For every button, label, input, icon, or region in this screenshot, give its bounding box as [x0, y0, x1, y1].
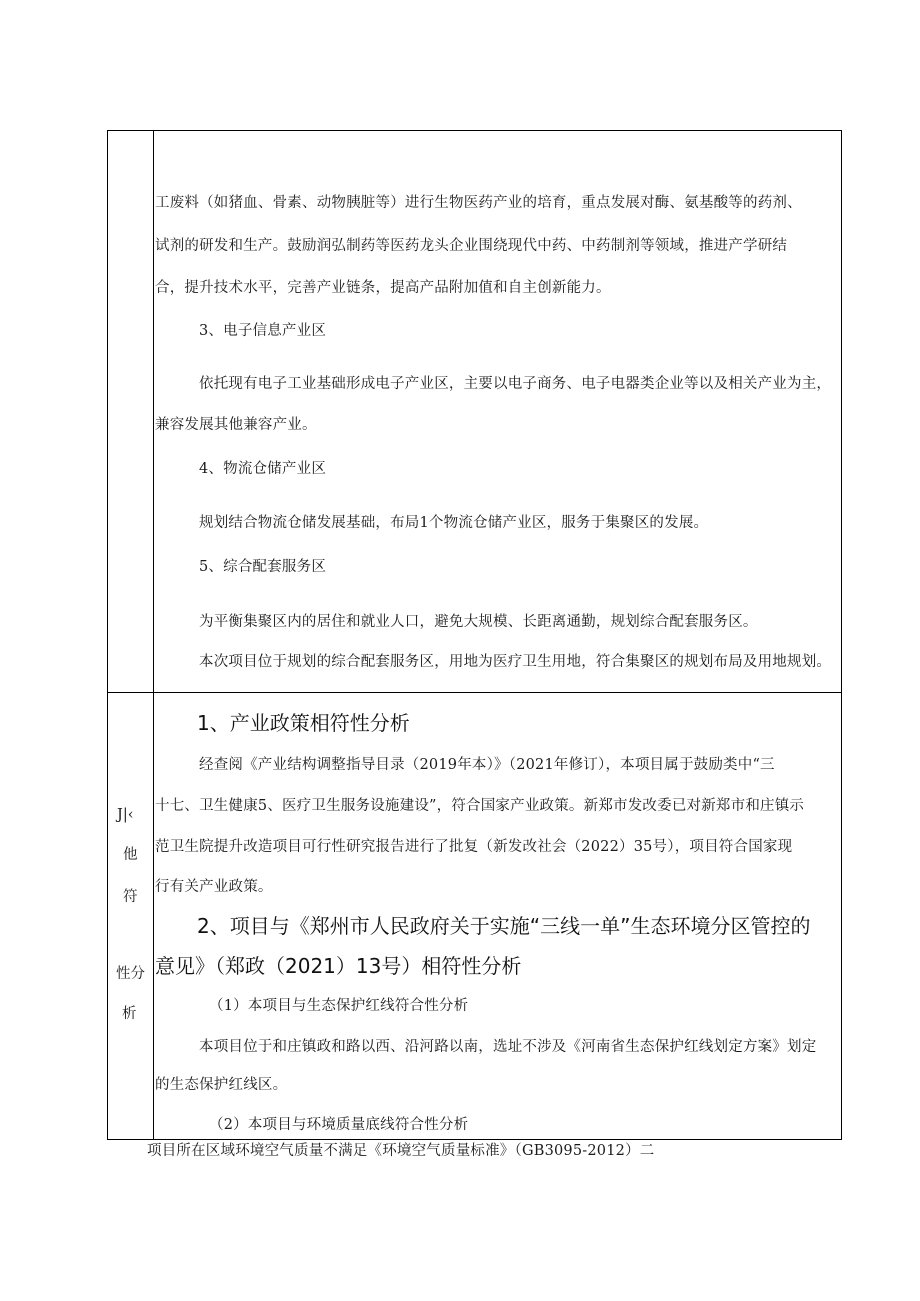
paragraph-line: 本次项目位于规划的综合配套服务区，用地为医疗卫生用地，符合集聚区的规划布局及用地规划。 [199, 654, 832, 670]
column-divider [153, 130, 154, 1140]
heading-three-lines-one-list-cont: 意见》（郑政（2021）13号）相符性分析 [155, 954, 522, 978]
label-fragment: 他 [123, 847, 138, 863]
label-fragment: 性分 [116, 966, 145, 982]
table-bottom-border [107, 1139, 842, 1140]
row-divider [107, 692, 842, 693]
paragraph-line: 的生态保护红线区。 [155, 1077, 288, 1093]
section-title-service: 5、综合配套服务区 [199, 559, 327, 575]
paragraph-line: 依托现有电子工业基础形成电子产业区，主要以电子商务、电子电器类企业等以及相关产业为主， [199, 376, 832, 392]
paragraph-line: 为平衡集聚区内的居住和就业人口，避免大规模、长距离通勤，规划综合配套服务区。 [199, 614, 758, 630]
section-title-logistics: 4、物流仓储产业区 [199, 461, 327, 477]
table-left-border [107, 130, 108, 1140]
subheading-environmental-baseline: （2）本项目与环境质量底线符合性分析 [209, 1117, 469, 1133]
paragraph-line: 合，提升技术水平，完善产业链条，提高产品附加值和自主创新能力。 [155, 280, 611, 296]
subheading-ecological-redline: （1）本项目与生态保护红线符合性分析 [209, 998, 469, 1014]
label-fragment: 符 [123, 889, 138, 905]
paragraph-line: 行有关产业政策。 [155, 879, 273, 895]
label-fragment: 析 [122, 1006, 137, 1022]
paragraph-line: 试剂的研发和生产。鼓励润弘制药等医药龙头企业围绕现代中药、中药制剂等领域，推进产学研结 [155, 238, 788, 254]
label-fragment: J|‹ [117, 807, 134, 823]
table-right-border [841, 130, 842, 1140]
paragraph-line: 工废料（如猪血、骨素、动物胰脏等）进行生物医药产业的培育，重点发展对酶、氨基酸等的药剂、 [155, 195, 802, 211]
heading-industrial-policy: 1、产业政策相符性分析 [197, 711, 410, 735]
footer-continuation-line: 项目所在区域环境空气质量不满足《环境空气质量标准》（GB3095-2012）二 [147, 1143, 655, 1159]
paragraph-line: 经查阅《产业结构调整指导目录（2019年本）》（2021年修订），本项目属于鼓励类中“三 [199, 757, 775, 773]
paragraph-line: 范卫生院提升改造项目可行性研究报告进行了批复（新发改社会（2022）35号），项目符合国家现 [155, 839, 793, 855]
paragraph-line: 十七、卫生健康5、医疗卫生服务设施建设”，符合国家产业政策。新郑市发改委已对新郑市和庄镇示 [155, 798, 805, 814]
section-title-electronics: 3、电子信息产业区 [199, 323, 327, 339]
table-top-border [107, 130, 842, 131]
paragraph-line: 本项目位于和庄镇政和路以西、沿河路以南，选址不涉及《河南省生态保护红线划定方案》划定 [199, 1039, 817, 1055]
heading-three-lines-one-list: 2、项目与《郑州市人民政府关于实施“三线一单”生态环境分区管控的 [197, 914, 811, 938]
paragraph-line: 兼容发展其他兼容产业。 [155, 417, 317, 433]
paragraph-line: 规划结合物流仓储发展基础，布局1个物流仓储产业区，服务于集聚区的发展。 [199, 515, 709, 531]
